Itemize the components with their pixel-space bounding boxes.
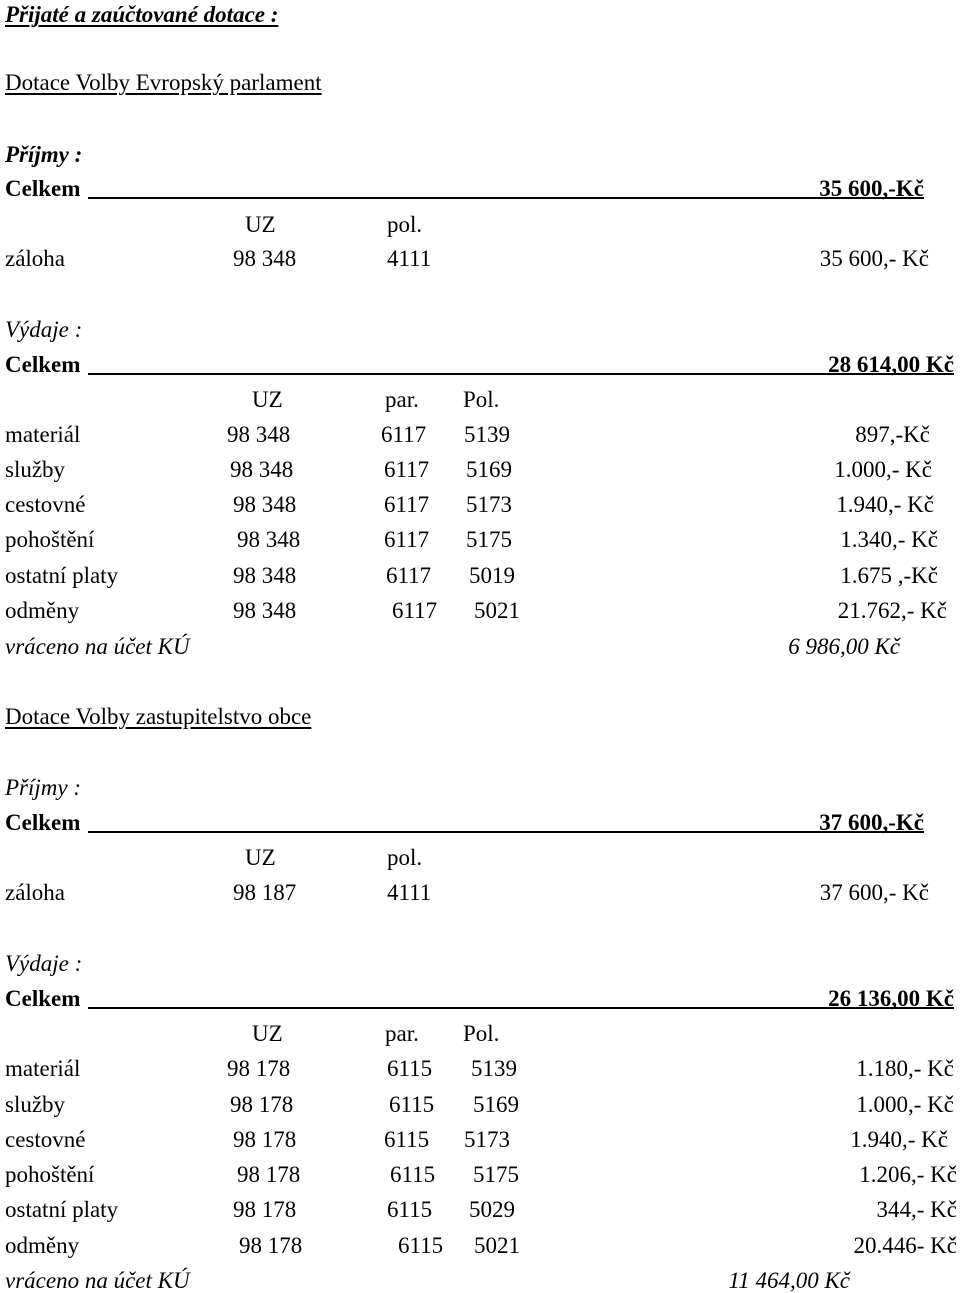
expense-row-uz: 98 348	[233, 598, 297, 623]
expense-row-par: 6117	[392, 598, 438, 623]
expense-row-amount: 1.340,- Kč	[840, 527, 938, 552]
expense-row-par: 6117	[381, 422, 427, 447]
expense-row-pol: 5139	[464, 422, 510, 447]
expense-row-uz: 98 178	[233, 1197, 297, 1222]
expense-row-par: 6117	[384, 457, 430, 482]
expense-row-amount: 897,-Kč	[855, 422, 930, 447]
expense-row-label: materiál	[5, 422, 81, 447]
expense-row-pol: 5175	[466, 527, 512, 552]
returned-value: 11 464,00 Kč	[728, 1268, 850, 1293]
expense-row-par: 6117	[384, 492, 430, 517]
expense-row-label: pohoštění	[5, 527, 95, 552]
income-row-label: záloha	[5, 246, 66, 271]
expense-row-pol: 5169	[466, 457, 512, 482]
expense-row-amount: 344,- Kč	[876, 1197, 957, 1222]
income-row-uz: 98 187	[233, 880, 297, 905]
income-total-value: 35 600,-Kč	[819, 176, 924, 201]
expense-row-pol: 5029	[469, 1197, 515, 1222]
expense-row-label: ostatní platy	[5, 563, 119, 588]
expense-row-uz: 98 178	[227, 1056, 291, 1081]
page-title: Přijaté a zaúčtované dotace :	[5, 2, 279, 27]
section-title: Dotace Volby Evropský parlament	[5, 70, 322, 95]
expense-row-uz: 98 178	[239, 1233, 303, 1258]
expense-row-pol: 5175	[473, 1162, 519, 1187]
expense-row-amount: 1.000,- Kč	[856, 1092, 954, 1117]
total-underline	[88, 197, 924, 199]
expense-row-label: ostatní platy	[5, 1197, 119, 1222]
expense-row-uz: 98 348	[233, 563, 297, 588]
expense-row-uz: 98 348	[230, 457, 294, 482]
column-header-uz: UZ	[252, 1021, 283, 1046]
expense-row-par: 6115	[387, 1197, 433, 1222]
expense-row-label: cestovné	[5, 492, 86, 517]
expense-row-uz: 98 348	[227, 422, 291, 447]
expense-row-pol: 5019	[469, 563, 515, 588]
income-row-pol: 4111	[387, 880, 432, 905]
expense-row-uz: 98 178	[237, 1162, 301, 1187]
expense-row-uz: 98 178	[233, 1127, 297, 1152]
total-underline	[88, 831, 924, 833]
total-underline	[88, 1007, 954, 1009]
expense-row-label: materiál	[5, 1056, 81, 1081]
expenses-heading: Výdaje :	[5, 317, 83, 342]
expense-row-label: odměny	[5, 1233, 80, 1258]
expense-row-par: 6115	[384, 1127, 430, 1152]
expense-row-par: 6115	[398, 1233, 444, 1258]
income-row-pol: 4111	[387, 246, 432, 271]
column-header-pol: pol.	[387, 845, 423, 870]
column-header-uz: UZ	[245, 845, 276, 870]
expense-row-amount: 20.446- Kč	[853, 1233, 957, 1258]
expense-row-pol: 5173	[464, 1127, 510, 1152]
returned-label: vráceno na účet KÚ	[5, 634, 190, 659]
returned-label: vráceno na účet KÚ	[5, 1268, 190, 1293]
expense-row-pol: 5139	[471, 1056, 517, 1081]
expense-row-amount: 1.180,- Kč	[856, 1056, 954, 1081]
income-total-value: 37 600,-Kč	[819, 810, 924, 835]
column-header-par: par.	[385, 1021, 419, 1046]
expense-row-amount: 1.940,- Kč	[850, 1127, 948, 1152]
expenses-heading: Výdaje :	[5, 951, 83, 976]
income-row-amount: 37 600,- Kč	[819, 880, 929, 905]
column-header-par: par.	[385, 387, 419, 412]
expense-row-amount: 1.940,- Kč	[836, 492, 934, 517]
expense-row-amount: 1.206,- Kč	[859, 1162, 957, 1187]
expense-row-amount: 1.675 ,-Kč	[840, 563, 938, 588]
income-row-amount: 35 600,- Kč	[819, 246, 929, 271]
expense-row-pol: 5021	[474, 1233, 520, 1258]
expense-row-amount: 21.762,- Kč	[837, 598, 947, 623]
income-total-label: Celkem	[5, 176, 81, 201]
expenses-total-value: 26 136,00 Kč	[828, 986, 954, 1011]
expense-row-uz: 98 178	[230, 1092, 294, 1117]
expense-row-pol: 5173	[466, 492, 512, 517]
column-header-pol: Pol.	[463, 387, 500, 412]
expenses-total-label: Celkem	[5, 986, 81, 1011]
section-title: Dotace Volby zastupitelstvo obce	[5, 704, 312, 729]
expense-row-par: 6117	[384, 527, 430, 552]
expense-row-pol: 5169	[473, 1092, 519, 1117]
expense-row-par: 6115	[389, 1092, 435, 1117]
column-header-uz: UZ	[245, 212, 276, 237]
expense-row-pol: 5021	[474, 598, 520, 623]
expense-row-label: cestovné	[5, 1127, 86, 1152]
expense-row-label: odměny	[5, 598, 80, 623]
expense-row-par: 6117	[386, 563, 432, 588]
column-header-pol: Pol.	[463, 1021, 500, 1046]
expenses-total-label: Celkem	[5, 352, 81, 377]
expenses-total-value: 28 614,00 Kč	[828, 352, 954, 377]
income-row-uz: 98 348	[233, 246, 297, 271]
expense-row-label: pohoštění	[5, 1162, 95, 1187]
income-heading: Příjmy :	[5, 142, 83, 167]
expense-row-par: 6115	[390, 1162, 436, 1187]
returned-value: 6 986,00 Kč	[788, 634, 900, 659]
expense-row-uz: 98 348	[237, 527, 301, 552]
income-row-label: záloha	[5, 880, 66, 905]
total-underline	[88, 373, 954, 375]
expense-row-label: služby	[5, 1092, 66, 1117]
income-heading: Příjmy :	[5, 775, 82, 800]
expense-row-uz: 98 348	[233, 492, 297, 517]
expense-row-par: 6115	[387, 1056, 433, 1081]
expense-row-amount: 1.000,- Kč	[834, 457, 932, 482]
expense-row-label: služby	[5, 457, 66, 482]
income-total-label: Celkem	[5, 810, 81, 835]
column-header-pol: pol.	[387, 212, 423, 237]
column-header-uz: UZ	[252, 387, 283, 412]
